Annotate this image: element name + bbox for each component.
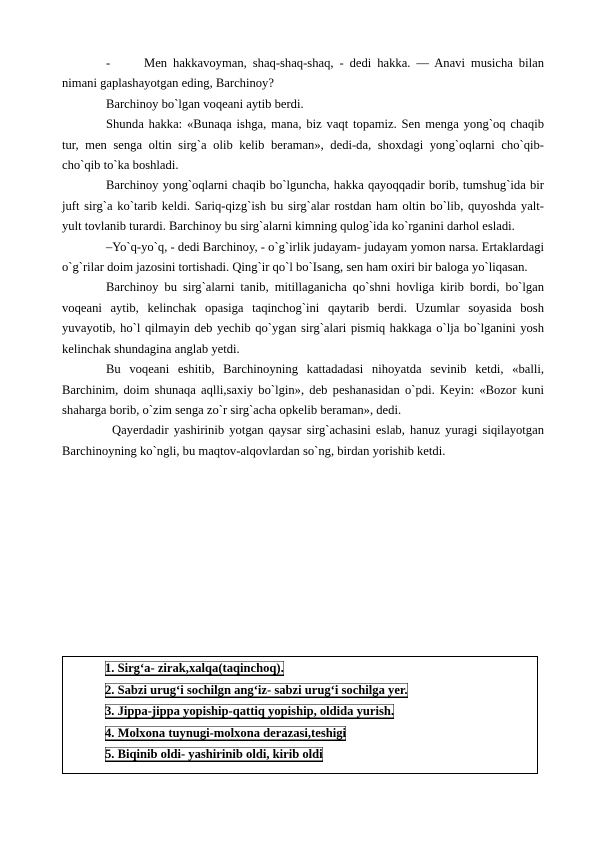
paragraph-5: –Yo`q-yo`q, - dedi Barchinoy, - o`g`irlik judayam- judayam yomon narsa. Ertaklardagi o`g`rilar doim jazosini tortishadi. Qing`ir qo`l bo`Isang, sen ham oxiri bir baloga yo`liqasan. xyxy=(62,239,544,275)
glossary-item: 5. Biqinib oldi- yashirinib oldi, kirib oldi xyxy=(105,747,323,762)
paragraph-1 xyxy=(62,53,544,94)
glossary-list xyxy=(105,658,537,766)
glossary-item: 2. Sabzi urug‘i sochilgn ang‘iz- sabzi urug‘i sochilga yer. xyxy=(105,682,408,697)
glossary-item: 3. Jippa-jippa yopiship-qattiq yopiship, oldida yurish. xyxy=(105,704,395,719)
paragraph-text: Men hakkavoyman, shaq-shaq-shaq, - dedi hakka. — Anavi musicha bilan nimani gaplashayotgan eding, Barchinoy? xyxy=(62,56,544,91)
story-text xyxy=(62,53,544,461)
glossary-item: 4. Molxona tuynugi-molxona derazasi,teshigi xyxy=(105,725,347,740)
dialogue-dash: - xyxy=(106,56,111,70)
paragraph-6: Barchinoy bu sirg`alarni tanib, mitillaganicha qo`shni hovliga kirib bordi, bo`lgan voqeani aytib, kelinchak opasiga taqinchog`ini qaytarib berdi. Uzumlar soyasida bosh yuvayotib, ho`l qilmayin deb yechib qo`ygan sirg`alari pismiq hakkaga o`lja bo`lganini yosh kelinchak shundagina anglab yetdi. xyxy=(62,280,544,356)
paragraph-4: Barchinoy yong`oqlarni chaqib bo`lguncha, hakka qayoqqadir borib, tumshug`ida bir juft sirg`a ko`tarib keldi. Sariq-qizg`ish bu sirg`alar rostdan ham oltin bo`lib, quyoshda yalt-yult tovlanib turardi. Barchinoy bu sirg`alarni kimning qulog`ida ko`rganini darhol esladi. xyxy=(62,178,544,234)
glossary-box xyxy=(62,656,538,774)
glossary-item: 1. Sirg‘a- zirak,xalqa(taqinchoq). xyxy=(105,661,284,675)
paragraph-8: Qayerdadir yashirinib yotgan qaysar sirg`achasini eslab, hanuz yuragi siqilayotgan Barchinoyning ko`ngli, bu maqtov-alqovlardan so`ng, birdan yorishib ketdi. xyxy=(62,423,544,458)
paragraph-3: Shunda hakka: «Bunaqa ishga, mana, biz vaqt topamiz. Sen menga yong`oq chaqib tur, men senga oltin sirg`a olib kelib beraman», dedi-da, shoxdagi yong`oqlarni cho`qib-cho`qib to`ka boshladi. xyxy=(62,117,544,173)
paragraph-2: Barchinoy bo`lgan voqeani aytib berdi. xyxy=(106,96,304,111)
paragraph-7: Bu voqeani eshitib, Barchinoyning kattadadasi nihoyatda sevinib ketdi, «balli, Barchinim, doim shunaqa aqlli,saxiy bo`lgin», deb peshanasidan o`pdi. Keyin: «Bozor kuni shaharga borib, o`zim senga zo`r sirg`acha opkelib beraman», dedi. xyxy=(62,362,544,417)
